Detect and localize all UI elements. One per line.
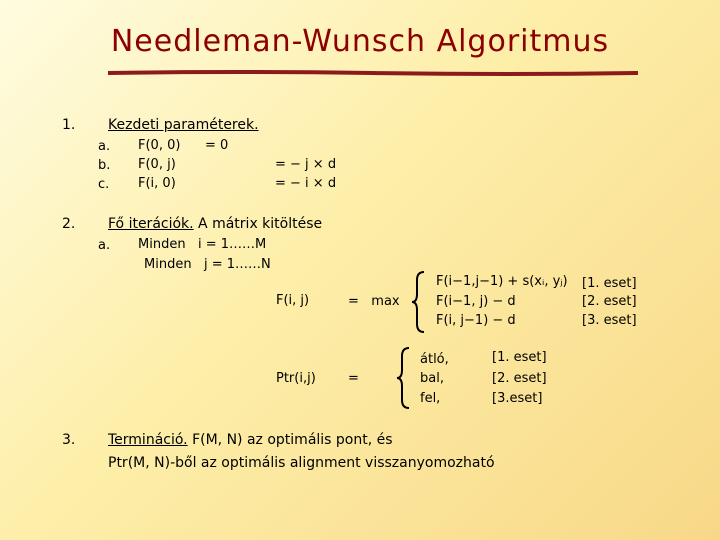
f-case-label: [3. eset]	[582, 313, 637, 328]
left-brace-icon	[396, 346, 412, 410]
section-3-line-1-rest: F(M, N) az optimális pont, és	[187, 432, 393, 448]
ptr-lhs: Ptr(i,j)	[276, 371, 316, 386]
item-letter: a.	[98, 139, 111, 154]
item-letter: b.	[98, 158, 111, 173]
ptr-case-label: [1. eset]	[492, 350, 547, 365]
section-2-heading: Fő iterációk.	[108, 216, 194, 232]
page-title: Needleman-Wunsch Algoritmus	[110, 24, 610, 59]
f-case-expr: F(i−1,j−1) + s(xᵢ, yⱼ)	[436, 274, 568, 289]
ptr-case-label: [3.eset]	[492, 391, 543, 406]
section-1-heading: Kezdeti paraméterek.	[108, 117, 259, 133]
ptr-case-label: [2. eset]	[492, 371, 547, 386]
section-1-number: 1.	[62, 117, 76, 133]
item-lhs: F(i, 0)	[138, 176, 176, 191]
item-lhs: F(0, 0)	[138, 138, 181, 153]
f-case-label: [2. eset]	[582, 294, 637, 309]
section-2-heading-line	[108, 216, 322, 232]
ptr-eq: =	[348, 371, 359, 386]
f-case-label: [1. eset]	[582, 276, 637, 291]
section-3-line-1	[108, 432, 393, 448]
item-rhs: = − i × d	[275, 176, 337, 191]
item-letter: c.	[98, 177, 110, 192]
loop-j: Minden j = 1……N	[144, 257, 271, 272]
item-lhs: F(0, j)	[138, 157, 176, 172]
loop-i: Minden i = 1……M	[138, 237, 267, 252]
ptr-case-expr: bal,	[420, 371, 444, 386]
f-case-expr: F(i−1, j) − d	[436, 294, 516, 309]
section-3-number: 3.	[62, 432, 76, 448]
item-rhs: = 0	[205, 138, 229, 153]
ptr-case-expr: fel,	[420, 391, 441, 406]
section-3-line-2: Ptr(M, N)-ből az optimális alignment visszanyomozható	[108, 455, 495, 471]
left-brace-icon	[411, 270, 427, 334]
title-underline	[108, 70, 638, 76]
ptr-case-expr: átló,	[420, 352, 449, 367]
item-letter: a.	[98, 238, 111, 253]
section-2-number: 2.	[62, 216, 76, 232]
f-case-expr: F(i, j−1) − d	[436, 313, 516, 328]
section-2-heading-rest: A mátrix kitöltése	[193, 216, 323, 232]
item-rhs: = − j × d	[275, 157, 337, 172]
f-eq-max: = max	[348, 294, 400, 309]
f-lhs: F(i, j)	[276, 293, 310, 308]
section-3-heading: Termináció.	[108, 432, 188, 448]
